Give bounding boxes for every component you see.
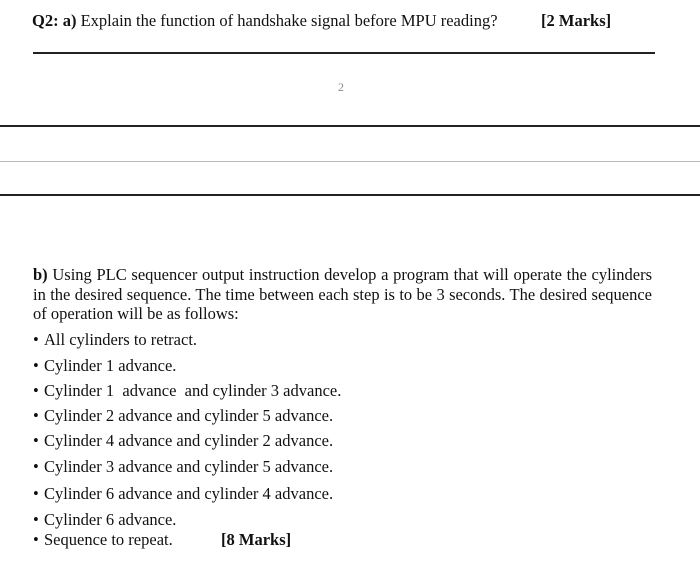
list-item <box>33 484 333 504</box>
question-a-marks: [2 Marks] <box>541 11 612 30</box>
list-item <box>33 510 176 530</box>
bullet-icon: • <box>33 510 39 529</box>
list-item <box>33 381 341 401</box>
bullet-icon: • <box>33 431 39 450</box>
bullet-icon: • <box>33 356 39 375</box>
bullet-icon: • <box>33 406 39 425</box>
bullet-icon: • <box>33 484 39 503</box>
list-item <box>33 330 197 350</box>
question-b-prefix: b) <box>33 265 48 284</box>
bullet-icon: • <box>33 530 39 549</box>
bullet-icon: • <box>33 381 39 400</box>
page-number: 2 <box>338 80 344 94</box>
question-a-text: Explain the function of handshake signal before MPU reading? <box>80 11 498 30</box>
list-item <box>33 356 176 376</box>
list-item-text: Cylinder 3 advance and cylinder 5 advance. <box>44 457 334 476</box>
list-item-text: Sequence to repeat. <box>44 530 173 549</box>
question-a <box>32 11 498 31</box>
list-item-text: Cylinder 6 advance and cylinder 4 advance. <box>44 484 334 503</box>
list-item <box>33 530 173 550</box>
question-b-paragraph <box>33 265 652 324</box>
question-b-marks: [8 Marks] <box>221 530 292 549</box>
divider-line-top <box>33 52 655 54</box>
divider-line-1 <box>0 125 700 127</box>
list-item <box>33 457 333 477</box>
divider-line-grey <box>0 161 700 162</box>
list-item-text: Cylinder 2 advance and cylinder 5 advance. <box>44 406 334 425</box>
divider-line-2 <box>0 194 700 196</box>
list-item-text: Cylinder 4 advance and cylinder 2 advance. <box>44 431 334 450</box>
list-item-text: Cylinder 1 advance. <box>44 356 177 375</box>
list-item <box>33 431 333 451</box>
list-item <box>33 406 333 426</box>
bullet-icon: • <box>33 457 39 476</box>
bullet-icon: • <box>33 330 39 349</box>
question-a-prefix: Q2: a) <box>32 11 77 30</box>
list-item-text: Cylinder 1 advance and cylinder 3 advance. <box>44 381 342 400</box>
list-item-text: All cylinders to retract. <box>44 330 198 349</box>
list-item-text: Cylinder 6 advance. <box>44 510 177 529</box>
question-b-text: Using PLC sequencer output instruction develop a program that will operate the cylinders in the desired sequence. The time between each step is to be 3 seconds. The desired sequence of operation will be as follows: <box>33 265 653 323</box>
